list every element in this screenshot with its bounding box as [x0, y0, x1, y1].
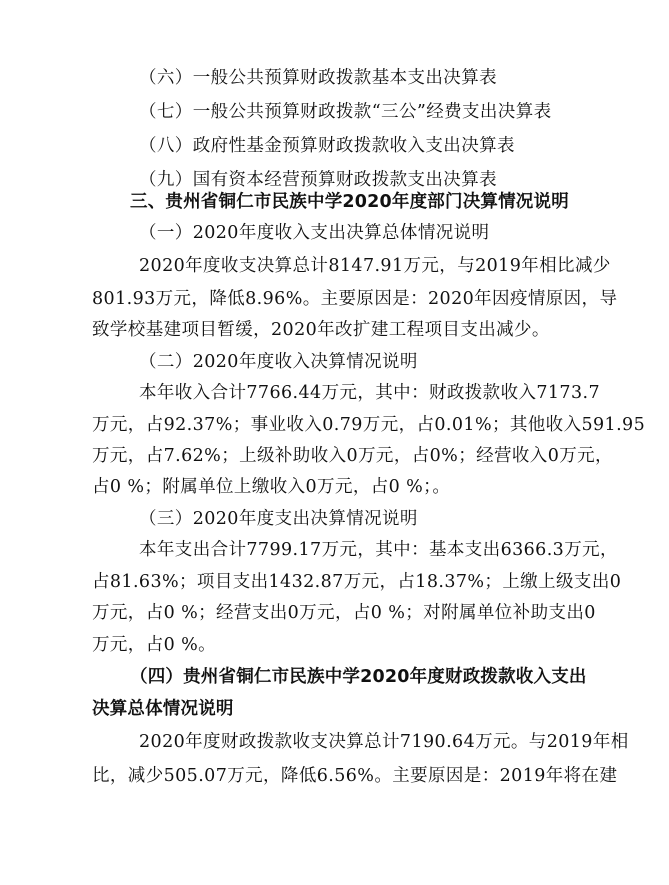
subsection-heading-4-cont: 决算总体情况说明 — [92, 699, 234, 719]
paragraph-line: 致学校基建项目暂缓，2020年改扩建工程项目支出减少。 — [92, 320, 550, 340]
toc-item-6: （六）一般公共预算财政拨款基本支出决算表 — [139, 68, 497, 88]
paragraph-line: 万元，占7.62%；上级补助收入0万元，占0%；经营收入0万元， — [92, 446, 613, 466]
paragraph-line: 占0 %；附属单位上缴收入0万元，占0 %；。 — [92, 477, 451, 497]
toc-item-9: （九）国有资本经营预算财政拨款支出决算表 — [139, 170, 497, 190]
paragraph-line: 比，减少505.07万元，降低6.56%。主要原因是：2019年将在建 — [92, 766, 618, 786]
paragraph-line: 万元，占92.37%；事业收入0.79万元，占0.01%；其他收入591.95 — [92, 415, 646, 435]
paragraph-line: 2020年度收支决算总计8147.91万元，与2019年相比减少 — [139, 256, 611, 276]
subsection-heading-4: （四）贵州省铜仁市民族中学2020年度财政拨款收入支出 — [130, 667, 587, 687]
section-heading-3: 三、贵州省铜仁市民族中学2020年度部门决算情况说明 — [130, 192, 569, 212]
toc-item-8: （八）政府性基金预算财政拨款收入支出决算表 — [139, 136, 515, 156]
paragraph-line: 2020年度财政拨款收支决算总计7190.64万元。与2019年相 — [139, 732, 629, 752]
paragraph-line: 本年收入合计7766.44万元，其中：财政拨款收入7173.7 — [139, 383, 600, 403]
subsection-heading-3: （三）2020年度支出决算情况说明 — [139, 509, 418, 529]
subsection-heading-2: （二）2020年度收入决算情况说明 — [139, 352, 418, 372]
paragraph-line: 万元，占0 %；经营支出0万元，占0 %；对附属单位补助支出0 — [92, 603, 596, 623]
subsection-heading-1: （一）2020年度收入支出决算总体情况说明 — [139, 223, 490, 243]
paragraph-line: 本年支出合计7799.17万元，其中：基本支出6366.3万元， — [139, 540, 618, 560]
paragraph-line: 万元，占0 %。 — [92, 635, 217, 655]
paragraph-line: 占81.63%；项目支出1432.87万元，占18.37%；上缴上级支出0 — [92, 572, 622, 592]
toc-item-7: （七）一般公共预算财政拨款“三公”经费支出决算表 — [139, 102, 552, 122]
paragraph-line: 801.93万元，降低8.96%。主要原因是：2020年因疫情原因，导 — [92, 289, 618, 309]
